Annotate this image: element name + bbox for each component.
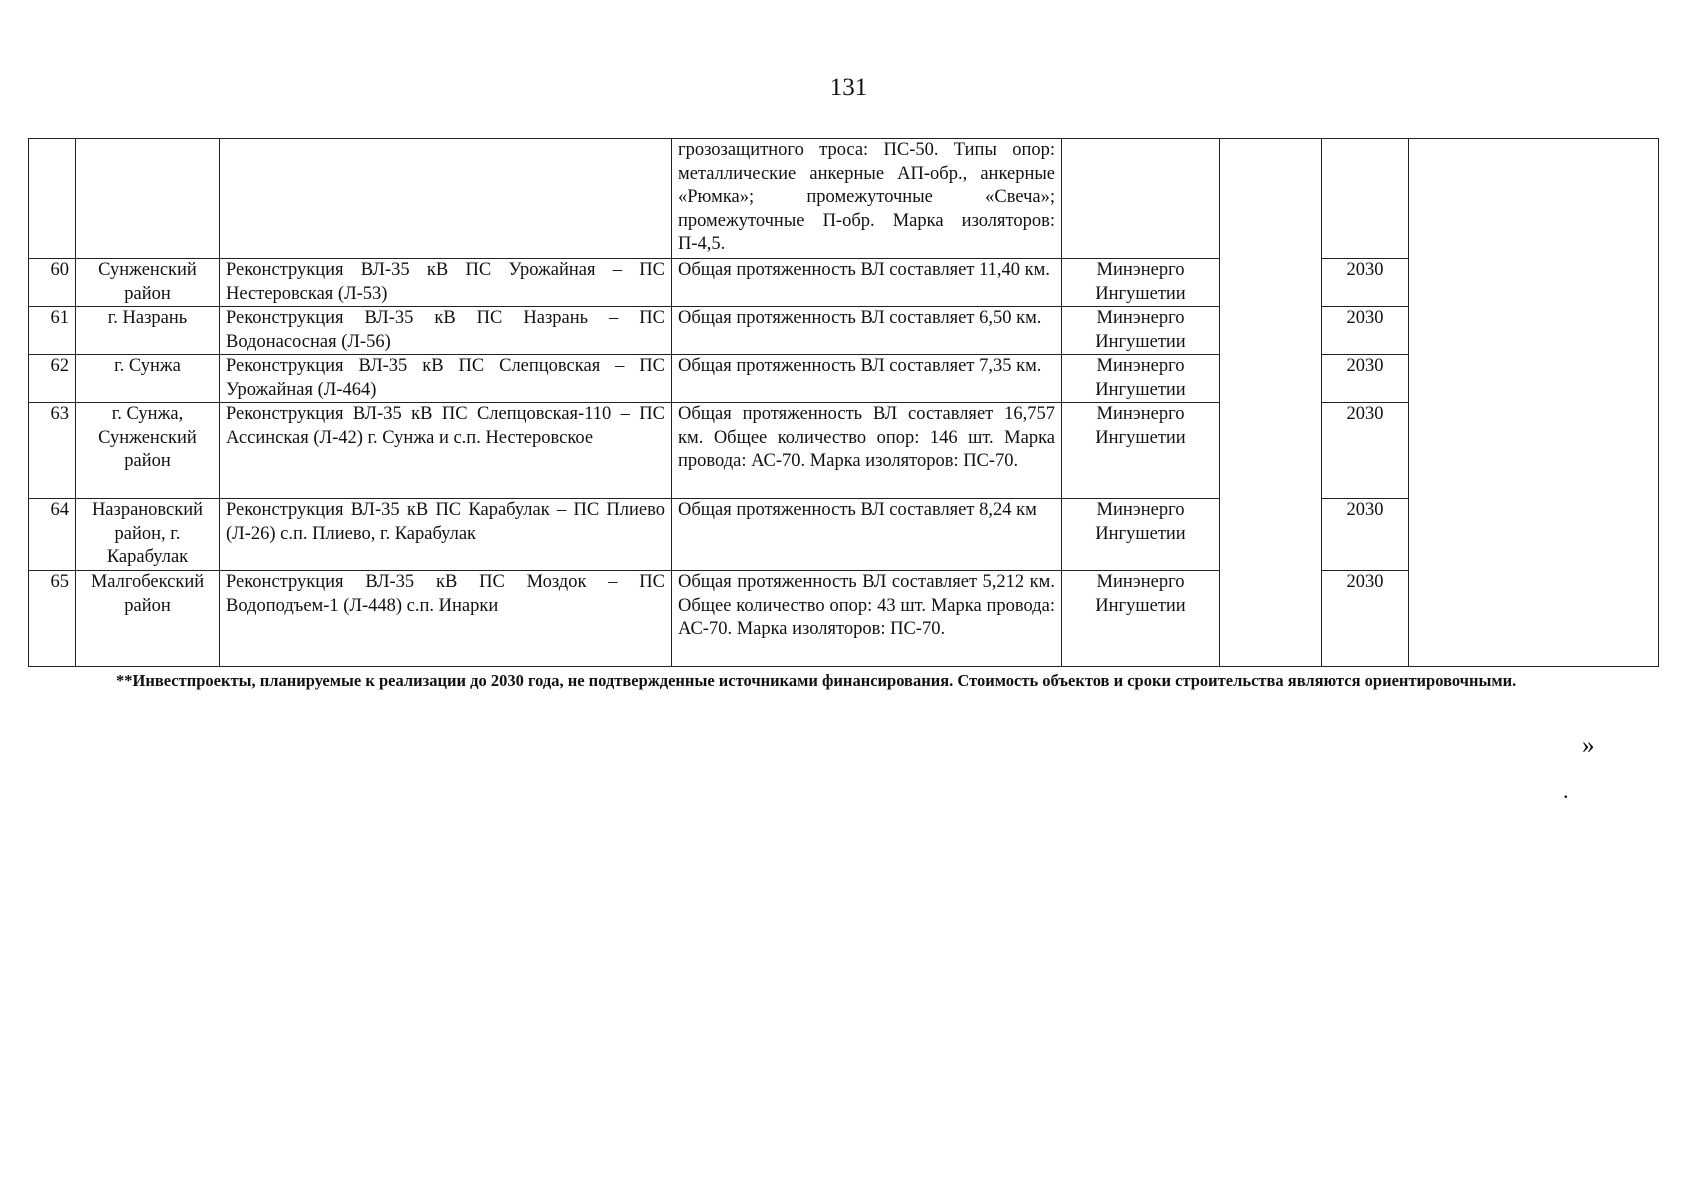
cell-year: 2030: [1322, 355, 1409, 403]
cell-year: 2030: [1322, 307, 1409, 355]
closing-quote-mark: »: [1582, 732, 1595, 759]
page-number: 131: [829, 74, 868, 101]
table-row-continuation: [29, 139, 1659, 259]
cell-description: Общая протяженность ВЛ составляет 7,35 км.: [672, 355, 1062, 403]
cell-year: 2030: [1322, 571, 1409, 667]
cell-num: 63: [29, 403, 76, 499]
cell-description: Общая протяженность ВЛ составляет 6,50 км.: [672, 307, 1062, 355]
cell-num: [29, 139, 76, 259]
cell-year: 2030: [1322, 259, 1409, 307]
cell-project: [220, 139, 672, 259]
cell-project: Реконструкция ВЛ-35 кВ ПС Слепцовская-110 – ПС Ассинская (Л-42) г. Сунжа и с.п. Нестеровское: [220, 403, 672, 499]
cell-year: [1322, 139, 1409, 259]
trailing-dot: .: [1563, 778, 1569, 803]
cell-area: г. Назрань: [76, 307, 220, 355]
cell-project: Реконструкция ВЛ-35 кВ ПС Назрань – ПС Водонасосная (Л-56): [220, 307, 672, 355]
cell-empty-last-column: [1409, 139, 1659, 667]
cell-num: 60: [29, 259, 76, 307]
cell-project: Реконструкция ВЛ-35 кВ ПС Слепцовская – ПС Урожайная (Л-464): [220, 355, 672, 403]
cell-num: 64: [29, 499, 76, 571]
cell-num: 62: [29, 355, 76, 403]
cell-area: Сунженский район: [76, 259, 220, 307]
cell-responsible: Минэнерго Ингушетии: [1062, 259, 1220, 307]
cell-responsible: Минэнерго Ингушетии: [1062, 355, 1220, 403]
cell-area: Малгобекский район: [76, 571, 220, 667]
cell-description: Общая протяженность ВЛ составляет 16,757 км. Общее количество опор: 146 шт. Марка провода: АС-70. Марка изоляторов: ПС-70.: [672, 403, 1062, 499]
investment-projects-table: [28, 138, 1659, 667]
cell-description: Общая протяженность ВЛ составляет 8,24 км: [672, 499, 1062, 571]
cell-description: Общая протяженность ВЛ составляет 11,40 км.: [672, 259, 1062, 307]
cell-description: грозозащитного троса: ПС-50. Типы опор: металлические анкерные АП-обр., анкерные «Рюмка»; промежуточные «Свеча»; промежуточные П-обр. Марка изоляторов: П-4,5.: [672, 139, 1062, 259]
cell-responsible: Минэнерго Ингушетии: [1062, 403, 1220, 499]
cell-area: г. Сунжа, Сунженский район: [76, 403, 220, 499]
cell-empty-column: [1220, 139, 1322, 667]
cell-responsible: Минэнерго Ингушетии: [1062, 307, 1220, 355]
cell-num: 65: [29, 571, 76, 667]
cell-description: Общая протяженность ВЛ составляет 5,212 км. Общее количество опор: 43 шт. Марка провода: АС-70. Марка изоляторов: ПС-70.: [672, 571, 1062, 667]
cell-responsible: Минэнерго Ингушетии: [1062, 571, 1220, 667]
cell-num: 61: [29, 307, 76, 355]
cell-year: 2030: [1322, 499, 1409, 571]
cell-project: Реконструкция ВЛ-35 кВ ПС Карабулак – ПС Плиево (Л-26) с.п. Плиево, г. Карабулак: [220, 499, 672, 571]
cell-area: Назрановский район, г. Карабулак: [76, 499, 220, 571]
cell-responsible: [1062, 139, 1220, 259]
footnote: **Инвестпроекты, планируемые к реализации до 2030 года, не подтвержденные источниками финансирования. Стоимость объектов и сроки строительства являются ориентировочными.: [116, 671, 1517, 690]
cell-project: Реконструкция ВЛ-35 кВ ПС Урожайная – ПС Нестеровская (Л-53): [220, 259, 672, 307]
cell-year: 2030: [1322, 403, 1409, 499]
cell-project: Реконструкция ВЛ-35 кВ ПС Моздок – ПС Водоподъем-1 (Л-448) с.п. Инарки: [220, 571, 672, 667]
cell-responsible: Минэнерго Ингушетии: [1062, 499, 1220, 571]
cell-area: [76, 139, 220, 259]
cell-area: г. Сунжа: [76, 355, 220, 403]
